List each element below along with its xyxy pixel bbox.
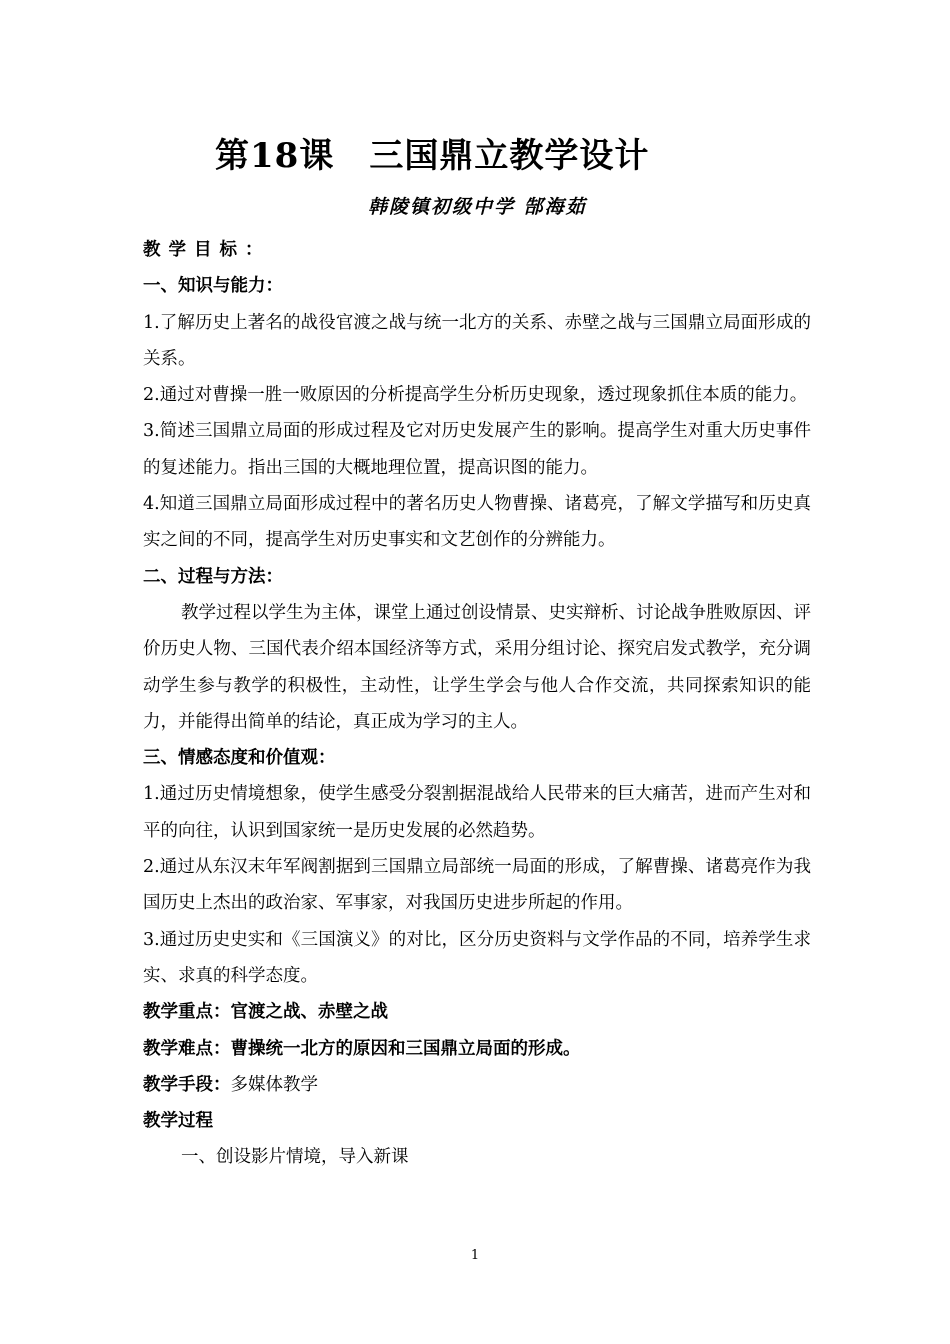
- page-title: 第18课 三国鼎立教学设计: [215, 136, 650, 176]
- difficulties-label: 教学难点：: [143, 1038, 231, 1059]
- section2-heading: 二、过程与方法：: [143, 566, 283, 587]
- section2-paragraph: 教学过程以学生为主体，课堂上通过创设情景、史实辩析、讨论战争胜败原因、评价历史人物、三国代表介绍本国经济等方式，采用分组讨论、探究启发式教学，充分调动学生参与教学的积极性，主动性，让学生学会与他人合作交流，共同探索知识的能力，并能得出简单的结论，真正成为学习的主人。: [143, 602, 811, 732]
- section1-heading: 一、知识与能力：: [143, 276, 283, 297]
- process-heading: 教学过程: [143, 1111, 213, 1132]
- section1-item-2: 2.通过对曹操一胜一败原因的分析提高学生分析历史现象，透过现象抓住本质的能力。: [143, 385, 808, 406]
- author-line: 韩陵镇初级中学 郜海茹: [368, 196, 587, 218]
- key-points-label: 教学重点：: [143, 1002, 231, 1023]
- means-label: 教学手段：: [143, 1074, 231, 1095]
- document-body: [143, 232, 811, 1176]
- means-value: 多媒体教学: [230, 1074, 318, 1095]
- means-line: [143, 1067, 811, 1103]
- key-points-value: 官渡之战、赤壁之战: [230, 1002, 388, 1023]
- page-number: 1: [470, 1248, 480, 1263]
- section1-item-4: 4.知道三国鼎立局面形成过程中的著名历史人物曹操、诸葛亮，了解文学描写和历史真实之间的不同，提高学生对历史事实和文艺创作的分辨能力。: [143, 494, 811, 551]
- goals-heading: 教学目标：: [143, 240, 271, 260]
- section3-item-3: 3.通过历史史实和《三国演义》的对比，区分历史资料与文学作品的不同，培养学生求实、求真的科学态度。: [143, 929, 811, 986]
- section1-item-3: 3.简述三国鼎立局面的形成过程及它对历史发展产生的影响。提高学生对重大历史事件的复述能力。指出三国的大概地理位置，提高识图的能力。: [143, 421, 811, 478]
- key-points-line: [143, 994, 811, 1030]
- difficulties-value: 曹操统一北方的原因和三国鼎立局面的形成。: [230, 1038, 581, 1059]
- process-step-1: 一、创设影片情境，导入新课: [181, 1147, 409, 1168]
- section1-item-1: 1.了解历史上著名的战役官渡之战与统一北方的关系、赤壁之战与三国鼎立局面形成的关系。: [143, 312, 811, 369]
- difficulties-line: [143, 1031, 811, 1067]
- section3-item-2: 2.通过从东汉末年军阀割据到三国鼎立局部统一局面的形成，了解曹操、诸葛亮作为我国历史上杰出的政治家、军事家，对我国历史进步所起的作用。: [143, 857, 811, 914]
- section3-item-1: 1.通过历史情境想象，使学生感受分裂割据混战给人民带来的巨大痛苦，进而产生对和平的向往，认识到国家统一是历史发展的必然趋势。: [143, 784, 811, 841]
- section3-heading: 三、情感态度和价值观：: [143, 748, 336, 769]
